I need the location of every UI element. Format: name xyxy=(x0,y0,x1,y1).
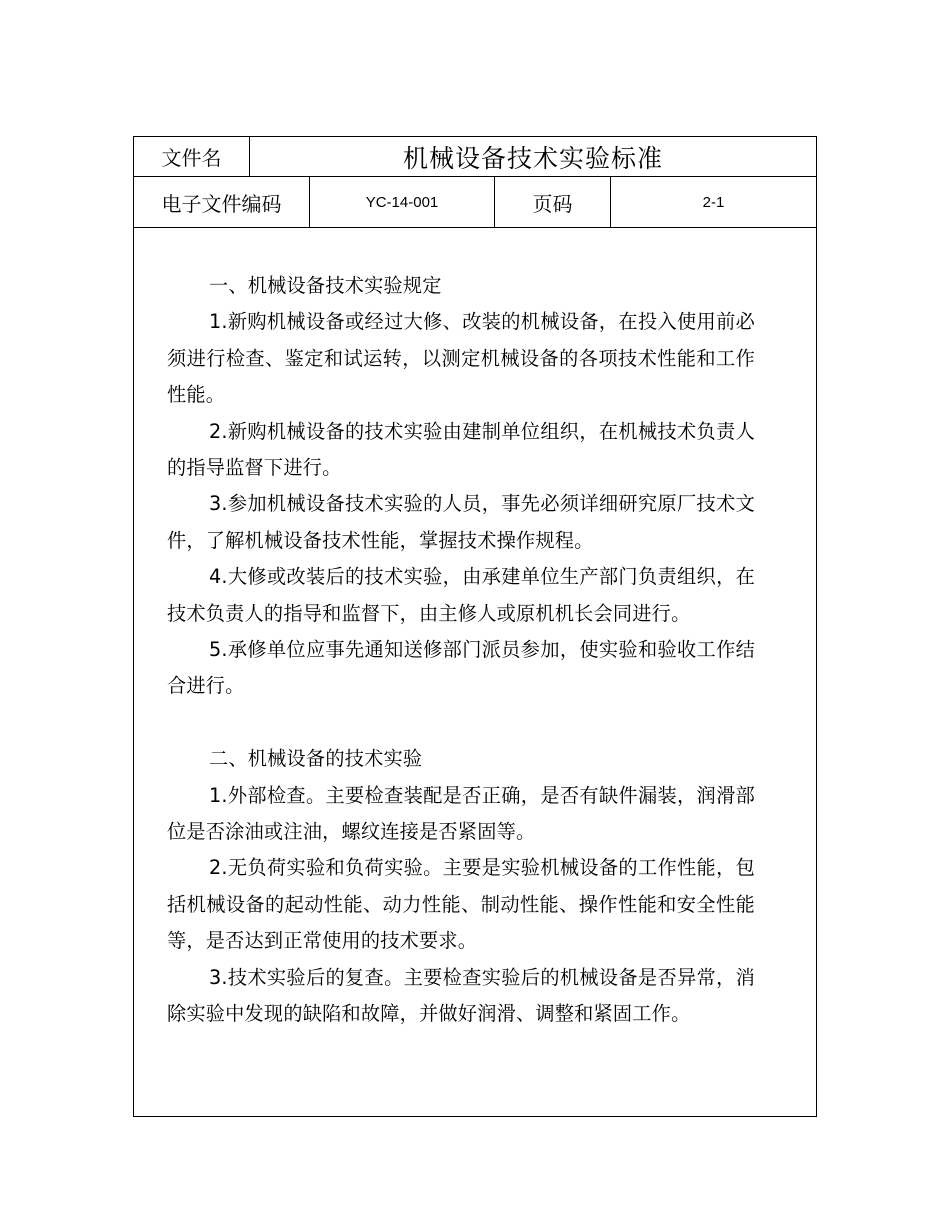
section-heading: 二、机械设备的技术实验 xyxy=(209,747,423,771)
paragraph: 2.新购机械设备的技术实验由建制单位组织，在机械技术负责人的指导监督下进行。 xyxy=(167,419,755,480)
paragraph: 1.新购机械设备或经过大修、改装的机械设备，在投入使用前必须进行检查、鉴定和试运转，以测定机械设备的各项技术性能和工作性能。 xyxy=(167,310,755,407)
header-row-meta xyxy=(134,177,816,228)
paragraph: 5.承修单位应事先通知送修部门派员参加，使实验和验收工作结合进行。 xyxy=(167,638,755,698)
file-code-value: YC-14-001 xyxy=(310,177,495,227)
header-row-title xyxy=(134,137,816,177)
paragraph: 3.参加机械设备技术实验的人员，事先必须详细研究原厂技术文件，了解机械设备技术性能，掌握技术操作规程。 xyxy=(167,492,755,552)
section-heading: 一、机械设备技术实验规定 xyxy=(209,274,442,297)
paragraph: 4.大修或改装后的技术实验，由承建单位生产部门负责组织，在技术负责人的指导和监督下，由主修人或原机机长会同进行。 xyxy=(167,565,755,625)
page-number-label: 页码 xyxy=(495,177,611,227)
document-title: 机械设备技术实验标准 xyxy=(402,143,663,173)
page-number-value: 2-1 xyxy=(702,193,725,211)
filename-label: 文件名 xyxy=(134,137,250,176)
paragraph: 2.无负荷实验和负荷实验。主要是实验机械设备的工作性能，包括机械设备的起动性能、动力性能、制动性能、操作性能和安全性能等，是否达到正常使用的技术要求。 xyxy=(167,856,755,953)
document-table xyxy=(133,136,817,1117)
section-spacer xyxy=(167,705,755,741)
document-body xyxy=(167,268,755,1033)
file-code-label: 电子文件编码 xyxy=(134,177,310,227)
paragraph: 3.技术实验后的复查。主要检查实验后的机械设备是否异常，消除实验中发现的缺陷和故障，并做好润滑、调整和紧固工作。 xyxy=(167,965,755,1026)
paragraph: 1.外部检查。主要检查装配是否正确，是否有缺件漏装，润滑部位是否涂油或注油，螺纹连接是否紧固等。 xyxy=(167,783,755,844)
